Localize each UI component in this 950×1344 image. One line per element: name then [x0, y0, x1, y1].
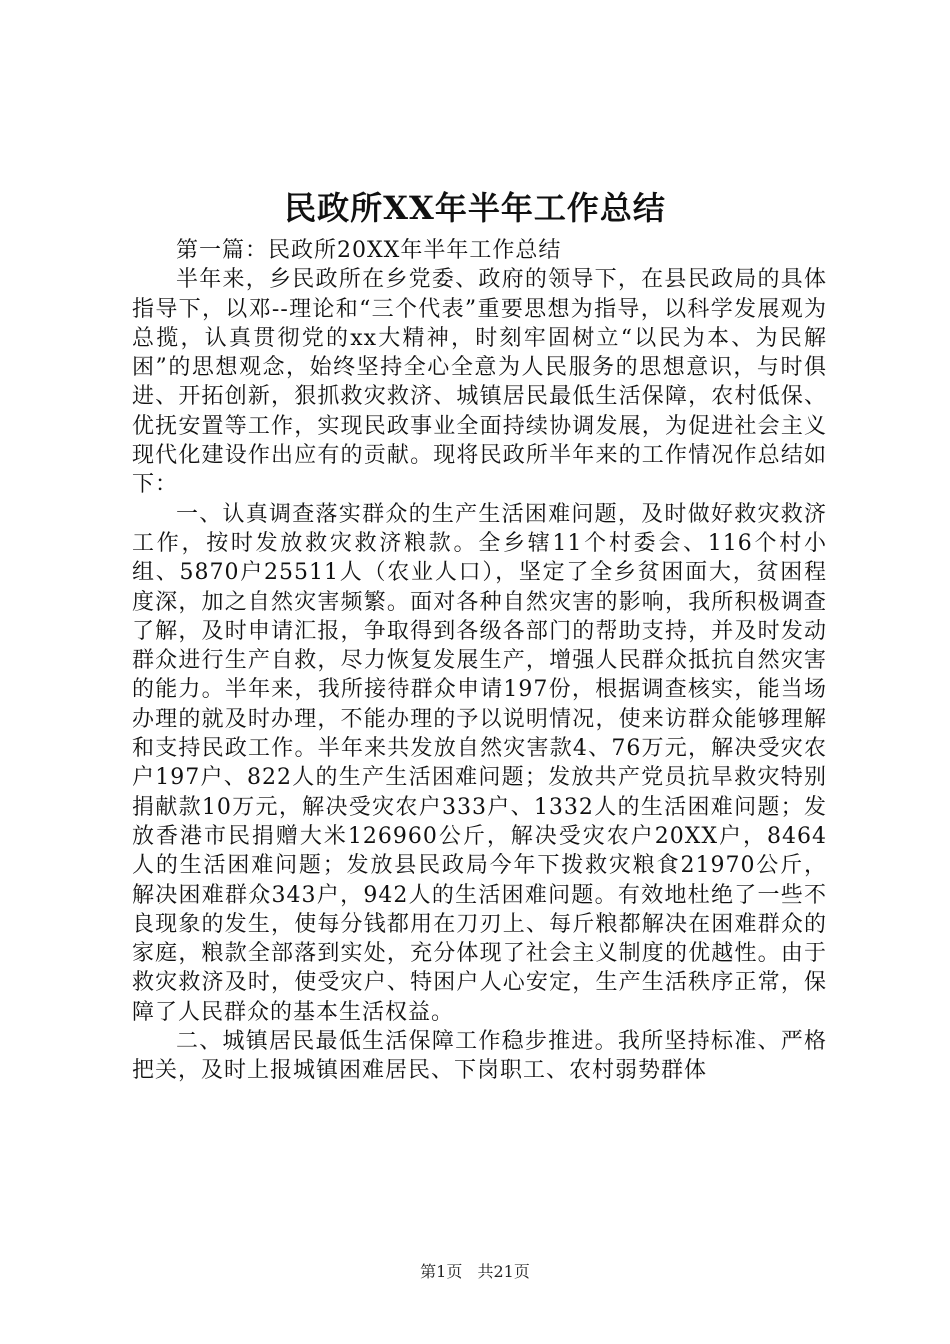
document-body: [132, 236, 827, 1086]
section-heading: 第一篇：民政所20XX年半年工作总结: [176, 238, 562, 263]
paragraph-disaster-relief: 一、认真调查落实群众的生产生活困难问题，及时做好救灾救济工作，按时发放救灾救济粮款。全乡辖11个村委会、116个村小组、5870户25511人（农业人口），坚定了全乡贫困面大，贫困程度深，加之自然灾害频繁。面对各种自然灾害的影响，我所积极调查了解，及时申请汇报，争取得到各级各部门的帮助支持，并及时发动群众进行生产自救，尽力恢复发展生产，增强人民群众抵抗自然灾害的能力。半年来，我所接待群众申请197份，根据调查核实，能当场办理的就及时办理，不能办理的予以说明情况，使来访群众能够理解和支持民政工作。半年来共发放自然灾害款4、76万元，解决受灾农户197户、822人的生产生活困难问题；发放共产党员抗旱救灾特别捐献款10万元，解决受灾农户333户、1332人的生活困难问题；发放香港市民捐赠大米126960公斤，解决受灾农户20XX户，8464人的生活困难问题；发放县民政局今年下拨救灾粮食21970公斤，解决困难群众343户，942人的生活困难问题。有效地杜绝了一些不良现象的发生，使每分钱都用在刀刃上、每斤粮都解决在困难群众的家庭，粮款全部落到实处，充分体现了社会主义制度的优越性。由于救灾救济及时，使受灾户、特困户人心安定，生产生活秩序正常，保障了人民群众的基本生活权益。: [132, 501, 827, 1025]
page-number-current: 第1页: [420, 1262, 463, 1281]
paragraph-intro: 半年来，乡民政所在乡党委、政府的领导下，在县民政局的具体指导下，以邓--理论和“三个代表”重要思想为指导，以科学发展观为总揽，认真贯彻党的xx大精神，时刻牢固树立“以民为本、为民解困”的思想观念，始终坚持全心全意为人民服务的思想意识，与时俱进、开拓创新，狠抓救灾救济、城镇居民最低生活保障，农村低保、优抚安置等工作，实现民政事业全面持续协调发展，为促进社会主义现代化建设作出应有的贡献。现将民政所半年来的工作情况作总结如下：: [132, 267, 827, 498]
paragraph-minimum-living: 二、城镇居民最低生活保障工作稳步推进。我所坚持标准、严格把关，及时上报城镇困难居民、下岗职工、农村弱势群体: [132, 1029, 827, 1084]
page-footer: [0, 1260, 950, 1284]
document-title: 民政所XX年半年工作总结: [284, 189, 666, 227]
page-number-total: 共21页: [477, 1262, 530, 1281]
